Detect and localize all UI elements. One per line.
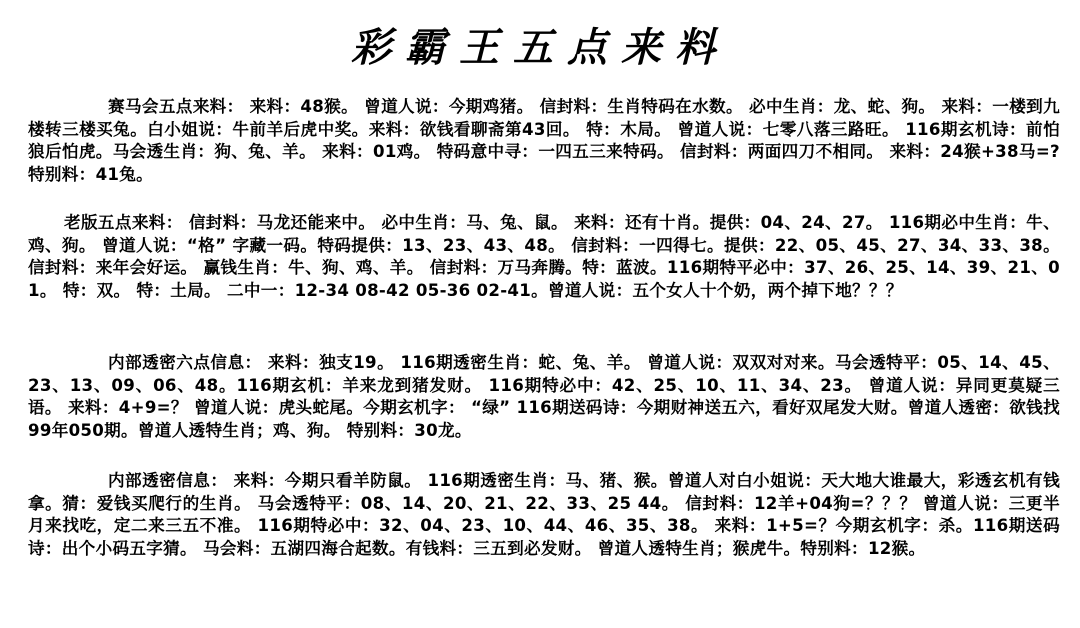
- paragraph-insider-six-tips: 内部透密六点信息： 来料：独支19。 116期透密生肖：蛇、兔、羊。 曾道人说：双双对对来。马会透特平：05、14、45、23、13、09、06、48。116期玄机：羊来龙到猪发财。 116期特必中：42、25、10、11、34、23。 曾道人说：异同更莫疑三语。 来料：4+9=？ 曾道人说：虎头蛇尾。今期玄机字： “绿” 116期送码诗：今期财神送五六，看好双尾发大财。曾道人透密：欲钱找99年050期。曾道人透特生肖；鸡、狗。 特别料：30龙。: [28, 353, 1060, 440]
- paragraph-insider-info: 内部透密信息： 来料：今期只看羊防鼠。 116期透密生肖：马、猪、猴。曾道人对白小姐说：天大地大谁最大，彩透玄机有钱拿。猜：爱钱买爬行的生肖。 马会透特平：08、14、20、21、22、33、25 44。 信封料：12羊+04狗=？？？ 曾道人说：三更半月来找吃，定二来三五不准。 116期特必中：32、04、23、10、44、46、35、38。 来料：1+5=？今期玄机字：杀。116期送码诗：出个小码五字猜。 马会料：五湖四海合起数。有钱料：三五到必发财。 曾道人透特生肖；猴虎牛。特别料：12猴。: [28, 471, 1060, 558]
- paragraph-horse-club-five-tips: 赛马会五点来料： 来料：48猴。 曾道人说：今期鸡猪。 信封料：生肖特码在水数。 必中生肖：龙、蛇、狗。 来料：一楼到九楼转三楼买兔。白小姐说：牛前羊后虎中奖。来料：欲钱看聊斋第43回。 特：木局。 曾道人说：七零八落三路旺。 116期玄机诗：前怕狼后怕虎。马会透生肖：狗、兔、羊。 来料：01鸡。 特码意中寻：一四五三来特码。 信封料：两面四刀不相同。 来料：24猴+38马=? 特别料：41兔。: [28, 97, 1060, 184]
- document-title: 彩霸王五点来料: [351, 24, 729, 71]
- paragraph-old-version-five-tips: 老版五点来料： 信封料：马龙还能来中。 必中生肖：马、兔、鼠。 来料：还有十肖。提供：04、24、27。 116期必中生肖：牛、鸡、狗。 曾道人说：“格” 字藏一码。特码提供：13、23、43、48。 信封料：一四得七。提供：22、05、45、27、34、33、38。 信封料：来年会好运。 赢钱生肖：牛、狗、鸡、羊。 信封料：万马奔腾。特：蓝波。116期特平必中：37、26、25、14、39、21、01。 特：双。 特：土局。 二中一：12-34 08-42 05-36 02-41。曾道人说：五个女人十个奶，两个掉下地？？？: [28, 213, 1060, 300]
